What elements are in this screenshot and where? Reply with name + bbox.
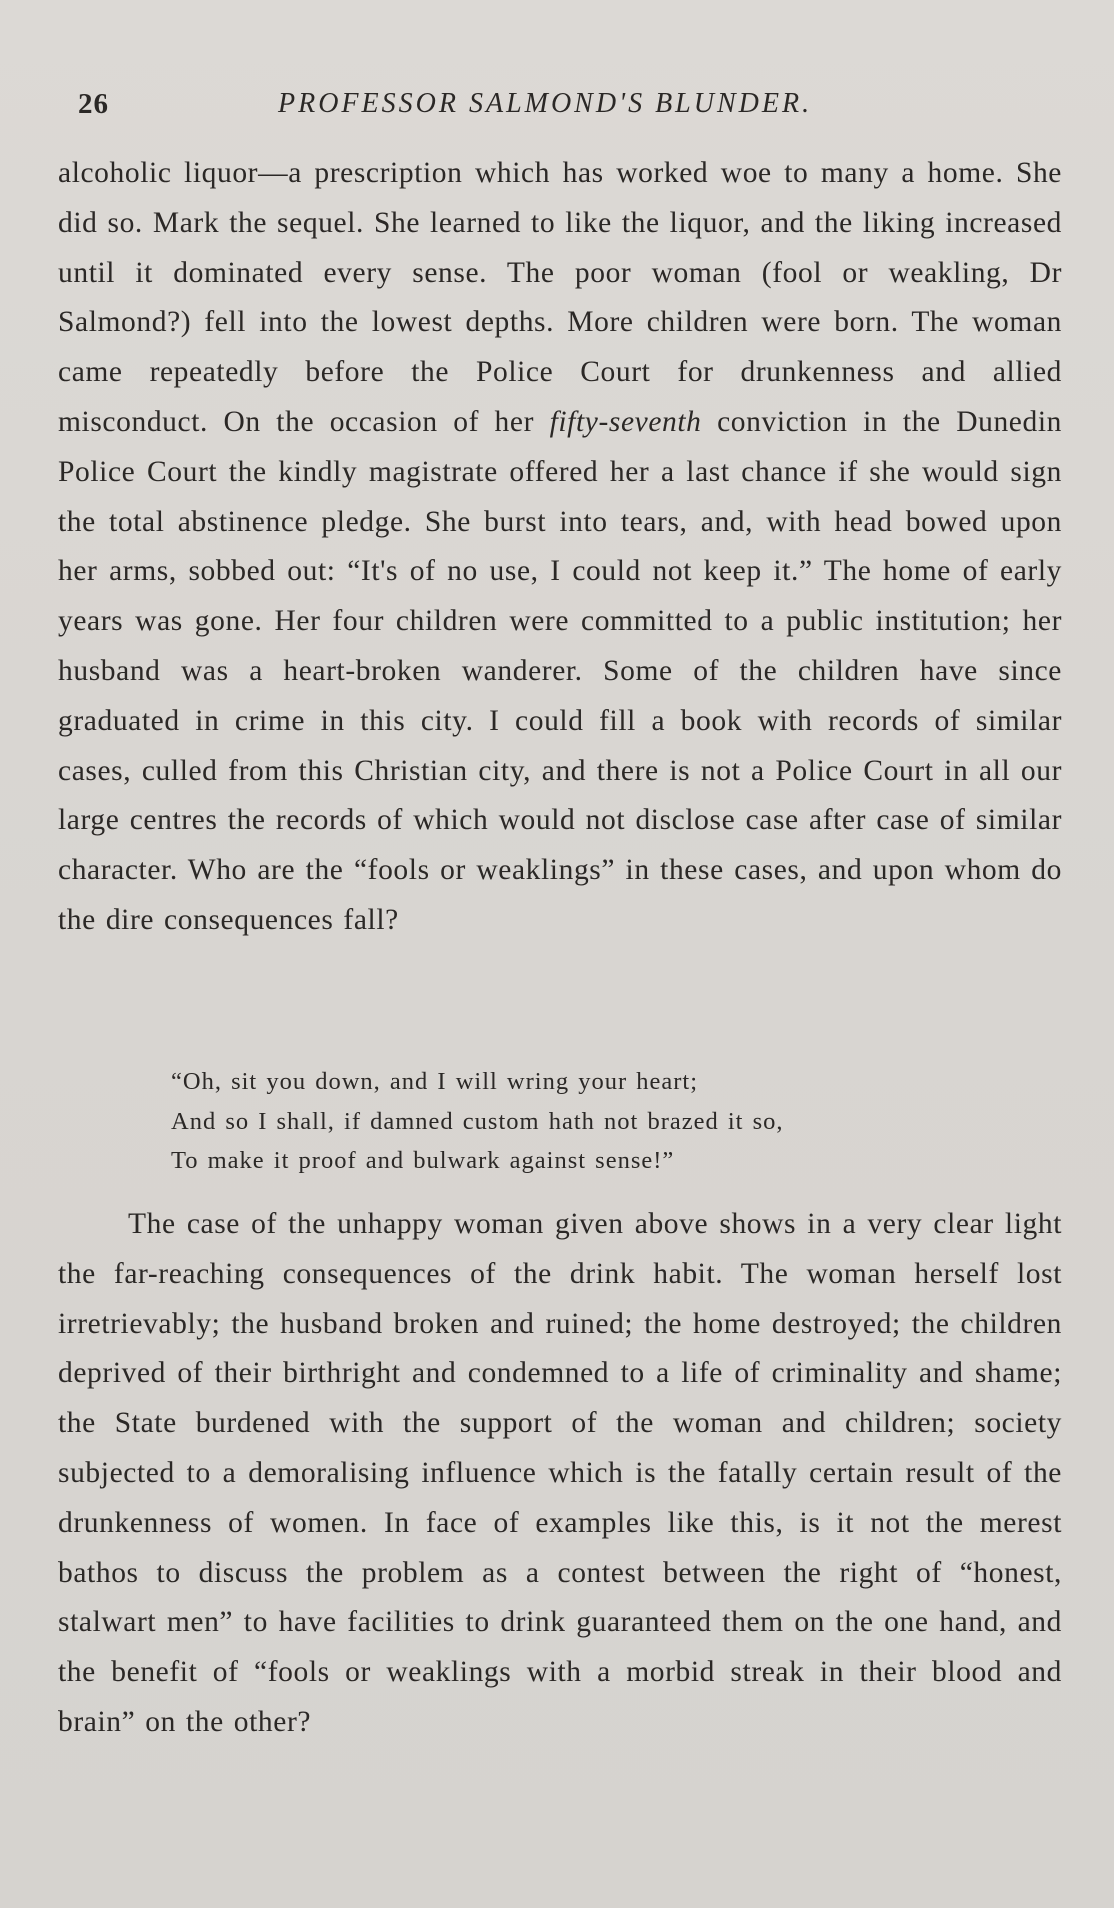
- paragraph-2-text: The case of the unhappy woman given above shows in a very clear light the far-reaching consequences of the drink habit. The woman herself lost irretrievably; the husband broken and ruined; the home destroyed; the children deprived of their birthright and condemned to a life of criminality and shame; the State burdened with the support of the woman and children; society subjected to a demoralising influence which is the fatally certain result of the drunkenness of women. In face of examples like this, is it not the merest bathos to discuss the problem as a contest between the right of “honest, stalwart men” to have facilities to drink guaranteed them on the one hand, and the benefit of “fools or weaklings with a morbid streak in their blood and brain” on the other?: [58, 1208, 1062, 1738]
- verse-line: To make it proof and bulwark against sense!”: [171, 1147, 675, 1174]
- italic-emphasis: fifty-seventh: [549, 405, 702, 438]
- page-number: 26: [78, 88, 109, 120]
- verse-line: And so I shall, if damned custom hath not brazed it so,: [171, 1107, 784, 1135]
- paragraph-2: [58, 1200, 1062, 1748]
- verse-line: “Oh, sit you down, and I will wring your heart;: [171, 1068, 699, 1095]
- paragraph-1-part-b: conviction in the Dunedin Police Court the kindly magistrate offered her a last chance if she would sign the total abstinence pledge. She burst into tears, and, with head bowed upon her arms, sobbed out: “It's of no use, I could not keep it.” The home of early years was gone. Her four children were committed to a public institution; her husband was a heart-broken wanderer. Some of the children have since graduated in crime in this city. I could fill a book with records of similar cases, culled from this Christian city, and there is not a Police Court in all our large centres the records of which would not disclose case after case of similar character. Who are the “fools or weaklings” in these cases, and upon whom do the dire consequences fall?: [58, 405, 1062, 936]
- paragraph-1: [58, 149, 1062, 946]
- verse-quotation: [171, 1062, 1031, 1181]
- running-title: PROFESSOR SALMOND'S BLUNDER.: [278, 88, 813, 119]
- paragraph-1-part-a: alcoholic liquor—a prescription which has worked woe to many a home. She did so. Mark the sequel. She learned to like the liquor, and the liking increased until it dominated every sense. The poor woman (fool or weakling, Dr Salmond?) fell into the lowest depths. More children were born. The woman came repeatedly before the Police Court for drunkenness and allied misconduct. On the occasion of her: [58, 157, 1062, 438]
- paragraph-1-text: [58, 149, 1062, 946]
- running-head: [78, 88, 1058, 128]
